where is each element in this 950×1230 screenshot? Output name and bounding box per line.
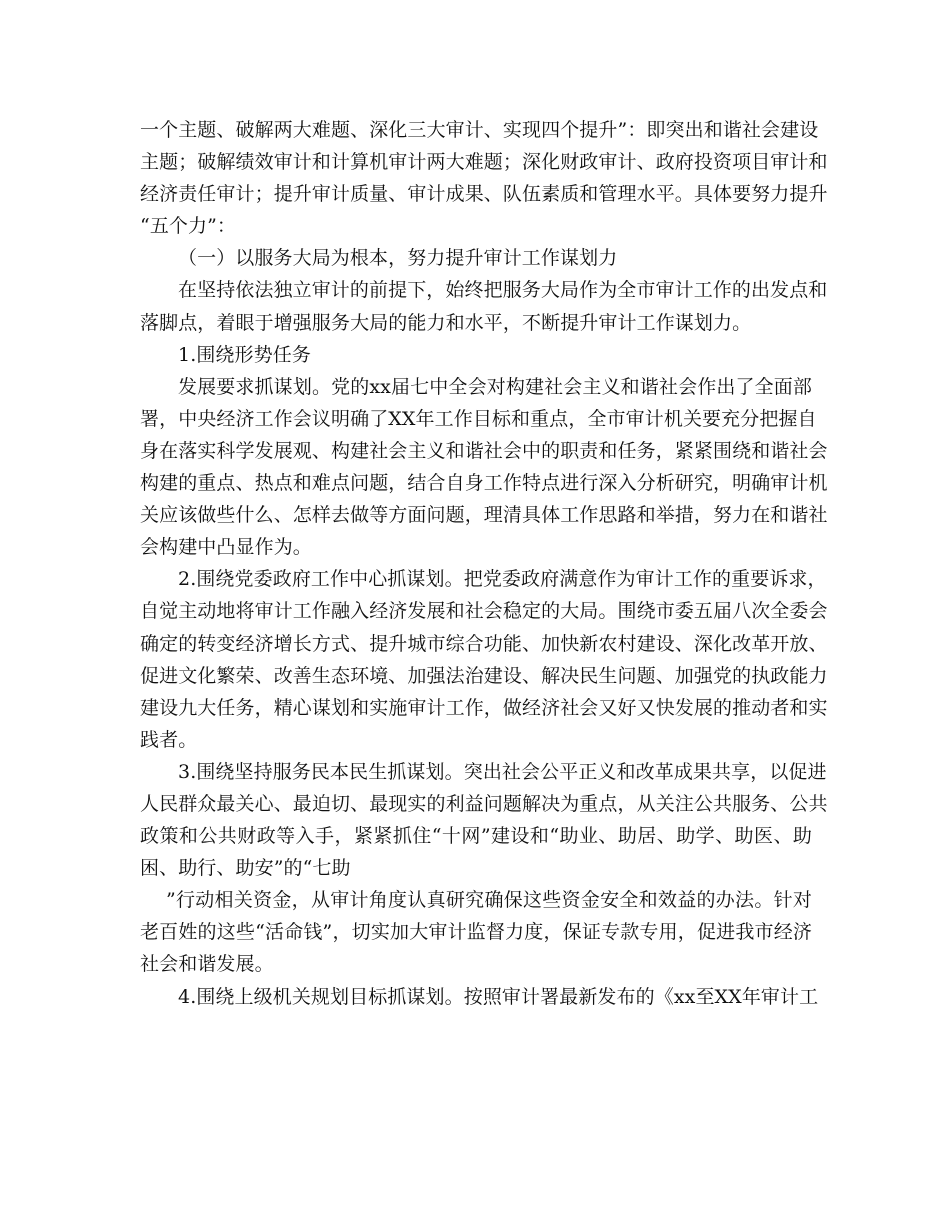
text-line: 主题；破解绩效审计和计算机审计两大难题；深化财政审计、政府投资项目审计和 — [140, 151, 828, 174]
text-line: “五个力”： — [140, 215, 237, 238]
text-line: 发展要求抓谋划。党的xx届七中全会对构建社会主义和谐社会作出了全面部 — [178, 375, 812, 398]
text-line: 政策和公共财政等入手，紧紧抓住“十网”建设和“助业、助居、助学、助医、助 — [140, 825, 812, 848]
text-line: 一个主题、破解两大难题、深化三大审计、实现四个提升”：即突出和谐社会建设 — [140, 119, 819, 141]
text-line: 践者。 — [140, 728, 198, 751]
text-line: 身在落实科学发展观、构建社会主义和谐社会中的职责和任务，紧紧围绕和谐社会 — [140, 439, 828, 462]
text-line: 2.围绕党委政府工作中心抓谋划。把党委政府满意作为审计工作的重要诉求， — [178, 568, 827, 591]
text-line: 在坚持依法独立审计的前提下，始终把服务大局作为全市审计工作的出发点和 — [178, 279, 828, 302]
text-line: 人民群众最关心、最迫切、最现实的利益问题解决为重点，从关注公共服务、公共 — [140, 792, 828, 815]
text-line: 3.围绕坚持服务民本民生抓谋划。突出社会公平正义和改革成果共享，以促进 — [178, 760, 827, 783]
subsection-heading: 1.围绕形势任务 — [178, 343, 311, 366]
text-line: ”行动相关资金，从审计角度认真研究确保这些资金安全和效益的办法。针对 — [166, 889, 812, 912]
text-line: 困、助行、助安”的“七助 — [140, 857, 351, 880]
document-body — [140, 114, 828, 1013]
text-line: 关应该做些什么、怎样去做等方面问题，理清具体工作思路和举措，努力在和谐社 — [140, 504, 828, 527]
text-line: 会构建中凸显作为。 — [140, 536, 312, 559]
text-line: 4.围绕上级机关规划目标抓谋划。按照审计署最新发布的《xx至XX年审计工 — [178, 985, 819, 1008]
section-heading: （一）以服务大局为根本，努力提升审计工作谋划力 — [178, 247, 618, 270]
text-line: 确定的转变经济增长方式、提升城市综合功能、加快新农村建设、深化改革开放、 — [140, 632, 828, 655]
text-line: 建设九大任务，精心谋划和实施审计工作，做经济社会又好又快发展的推动者和实 — [140, 696, 828, 719]
text-line: 落脚点，着眼于增强服务大局的能力和水平，不断提升审计工作谋划力。 — [140, 311, 752, 334]
text-line: 老百姓的这些“活命钱”，切实加大审计监督力度，保证专款专用，促进我市经济 — [140, 921, 812, 944]
text-line: 自觉主动地将审计工作融入经济发展和社会稳定的大局。围绕市委五届八次全委会 — [140, 600, 828, 623]
text-line: 促进文化繁荣、改善生态环境、加强法治建设、解决民生问题、加强党的执政能力 — [140, 664, 828, 687]
text-line: 社会和谐发展。 — [140, 953, 274, 976]
text-line: 构建的重点、热点和难点问题，结合自身工作特点进行深入分析研究，明确审计机 — [140, 472, 828, 495]
text-line: 经济责任审计；提升审计质量、审计成果、队伍素质和管理水平。具体要努力提升 — [140, 183, 828, 206]
text-line: 署，中央经济工作会议明确了XX年工作目标和重点，全市审计机关要充分把握自 — [140, 407, 817, 430]
